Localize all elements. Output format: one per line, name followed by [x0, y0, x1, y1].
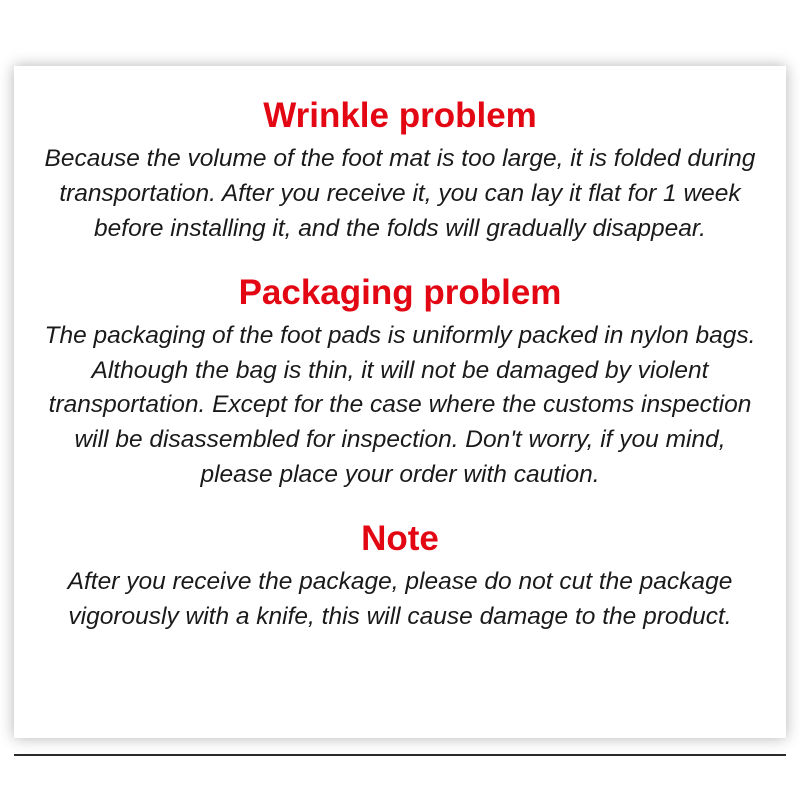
section-body-packaging-problem: The packaging of the foot pads is uniformly packed in nylon bags. Although the bag is thin, it will not be damaged by violent transportation. Except for the case where the customs inspection will be disassembled for inspection. Don't worry, if you mind, please place your order with caution. — [44, 321, 756, 488]
section-note — [40, 519, 760, 635]
section-heading-note: Note — [361, 518, 439, 558]
section-wrinkle-problem — [40, 96, 760, 247]
info-card — [14, 66, 786, 738]
section-heading-wrinkle-problem: Wrinkle problem — [263, 96, 537, 135]
section-packaging-problem — [40, 273, 760, 493]
bottom-divider — [14, 754, 786, 756]
section-heading-packaging-problem: Packaging problem — [238, 272, 562, 312]
section-body-note: After you receive the package, please do not cut the package vigorously with a knife, this will cause damage to the product. — [67, 568, 733, 630]
section-body-wrinkle-problem: Because the volume of the foot mat is too large, it is folded during transportation. After you receive it, you can lay it flat for 1 week before installing it, and the folds will gradually disappear. — [44, 145, 756, 242]
